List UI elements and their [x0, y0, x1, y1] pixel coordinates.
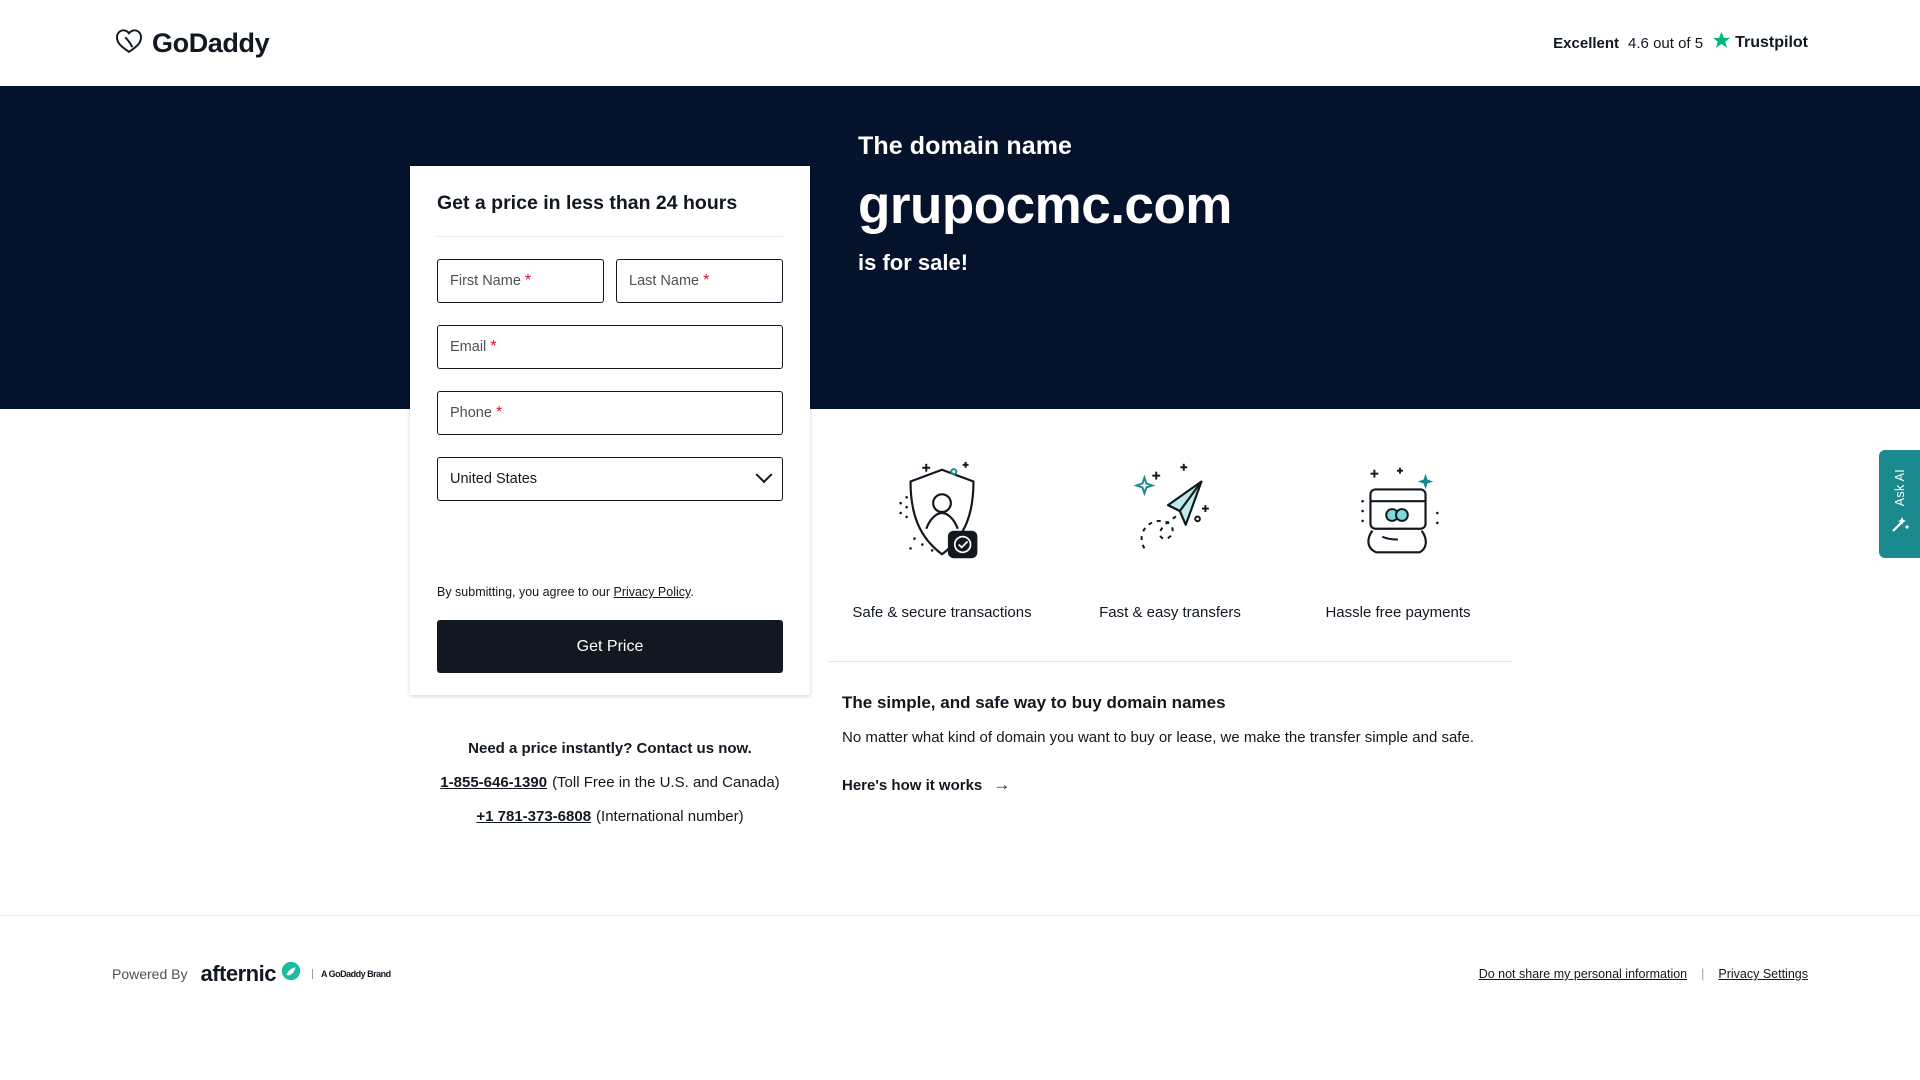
- phone-intl-link[interactable]: +1 781-373-6808: [476, 808, 592, 825]
- phone-field[interactable]: [437, 391, 783, 435]
- first-name-required-marker: *: [524, 272, 532, 289]
- arrow-right-icon: →: [993, 775, 1011, 795]
- do-not-share-link[interactable]: Do not share my personal information: [1478, 967, 1688, 981]
- info-title: The simple, and safe way to buy domain names: [842, 693, 1226, 712]
- trustpilot-score: 4.6 out of 5: [1628, 34, 1704, 52]
- chevron-down-icon: [756, 466, 773, 483]
- feature-label: Safe & secure transactions: [852, 604, 1032, 621]
- country-select-value: United States: [450, 471, 538, 487]
- afternic-swirl-icon: [280, 960, 302, 988]
- shield-check-icon: [828, 449, 1056, 577]
- godaddy-brandmark: A GoDaddy Brand: [312, 969, 391, 979]
- email-required-marker: *: [490, 338, 497, 355]
- afternic-logo[interactable]: [200, 960, 390, 988]
- powered-by-label: Powered By: [112, 966, 188, 982]
- phone-us-link[interactable]: 1-855-646-1390: [440, 774, 548, 791]
- country-select[interactable]: [437, 457, 783, 501]
- feature-label: Hassle free payments: [1325, 604, 1471, 621]
- contact-intl-line: [410, 808, 810, 825]
- how-it-works-link[interactable]: [842, 775, 1502, 795]
- phone-label: Phone: [450, 405, 492, 421]
- privacy-settings-link[interactable]: Privacy Settings: [1718, 967, 1808, 981]
- email-label: Email: [450, 339, 487, 355]
- footer-links: [1479, 967, 1808, 981]
- feature-item: [1056, 449, 1284, 621]
- trustpilot-rating[interactable]: [1553, 31, 1808, 55]
- legal-suffix: .: [690, 585, 694, 599]
- hero-subtitle-top: The domain name: [858, 132, 1073, 160]
- info-section: [842, 662, 1502, 795]
- afternic-logo-text: afternic: [200, 961, 276, 986]
- sparkle-wand-icon: [1890, 514, 1910, 539]
- feature-item: [1284, 449, 1512, 621]
- phone-row: [437, 391, 783, 435]
- hero-banner: [0, 86, 1920, 409]
- trustpilot-star-icon: [1712, 31, 1731, 55]
- godaddy-logo-text: GoDaddy: [152, 27, 270, 58]
- form-legal-text: [437, 585, 783, 599]
- last-name-label: Last Name: [629, 273, 700, 289]
- ask-ai-label: Ask AI: [1892, 469, 1907, 507]
- info-body: No matter what kind of domain you want to buy or lease, we make the transfer simple and safe.: [842, 729, 1474, 746]
- how-it-works-label: Here's how it works: [842, 776, 983, 794]
- hero-subtitle-bottom: is for sale!: [858, 250, 969, 275]
- godaddy-logo[interactable]: [114, 26, 269, 61]
- get-price-button[interactable]: Get Price: [437, 620, 783, 673]
- feature-label: Fast & easy transfers: [1099, 604, 1241, 621]
- lead-form-card: [410, 166, 810, 695]
- first-name-field[interactable]: [437, 259, 604, 303]
- godaddy-heart-icon: [114, 26, 144, 61]
- form-title: Get a price in less than 24 hours: [437, 192, 783, 237]
- contact-block: [410, 740, 810, 825]
- email-field[interactable]: [437, 325, 783, 369]
- privacy-policy-link[interactable]: Privacy Policy: [613, 585, 691, 599]
- phone-required-marker: *: [495, 404, 503, 421]
- footer-link-separator: |: [1701, 967, 1705, 981]
- site-footer: [0, 915, 1920, 1080]
- powered-by-block: [112, 960, 391, 988]
- first-name-label: First Name: [450, 273, 521, 289]
- email-row: [437, 325, 783, 369]
- trustpilot-brand-text: Trustpilot: [1735, 34, 1808, 51]
- last-name-required-marker: *: [703, 272, 710, 289]
- wallet-card-icon: [1284, 449, 1512, 577]
- ask-ai-tab[interactable]: [1879, 450, 1920, 558]
- contact-heading: Need a price instantly? Contact us now.: [468, 740, 752, 757]
- last-name-field[interactable]: [616, 259, 783, 303]
- contact-us-line: [410, 774, 810, 791]
- feature-item: [828, 449, 1056, 621]
- name-row: [437, 259, 783, 303]
- features-row: [0, 409, 1920, 621]
- paper-plane-icon: [1056, 449, 1284, 577]
- phone-us-note: (Toll Free in the U.S. and Canada): [552, 774, 780, 791]
- trustpilot-brand: [1712, 31, 1808, 55]
- legal-prefix: By submitting, you agree to our: [437, 585, 614, 599]
- trustpilot-rating-word: Excellent: [1553, 34, 1620, 52]
- hero-domain-name: grupocmc.com: [858, 176, 1232, 235]
- phone-intl-note: (International number): [596, 808, 744, 825]
- site-header: [0, 0, 1920, 86]
